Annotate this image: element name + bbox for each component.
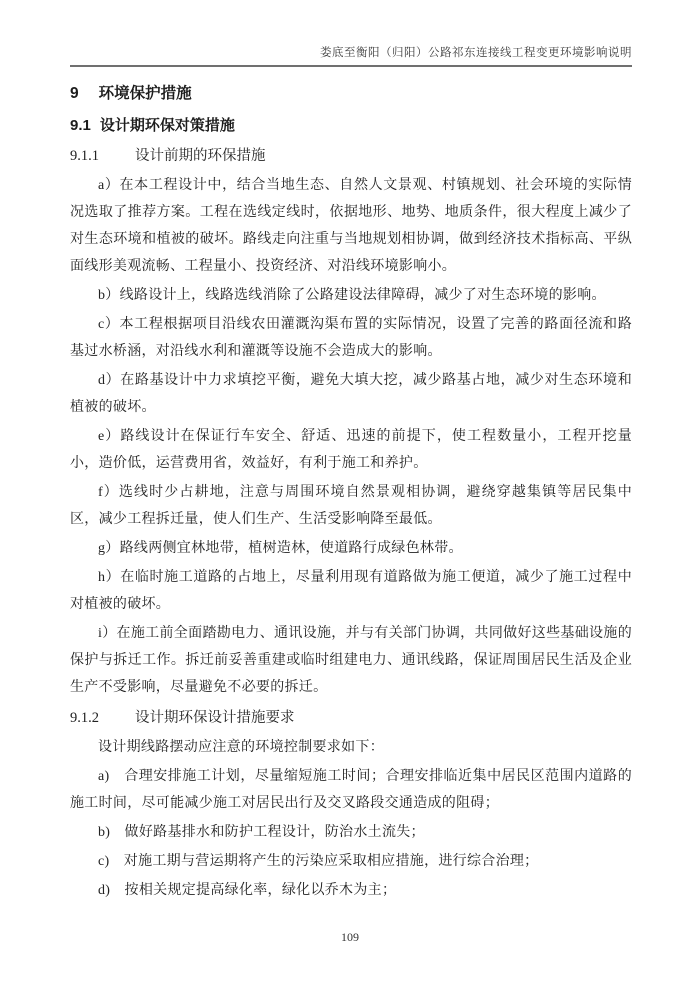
sec1-item-i: i）在施工前全面踏勘电力、通讯设施，并与有关部门协调，共同做好这些基础设施的保护与拆迁工作。拆迁前妥善重建或临时组建电力、通讯线路，保证周围居民生活及企业生产不受影响，尽量避免不必要的拆迁。 [70, 626, 632, 695]
subsection-heading-911 [70, 145, 632, 167]
subsection-title: 设计前期的环保措施 [135, 148, 266, 164]
chapter-title: 环境保护措施 [98, 85, 192, 102]
page-footer [0, 928, 700, 946]
page-number: 109 [341, 930, 359, 944]
section-number: 9.1 [70, 117, 91, 134]
sec1-item-b: b）线路设计上，线路选线消除了公路建设法律障碍，减少了对生态环境的影响。 [98, 288, 606, 303]
sec1-item-c: c）本工程根据项目沿线农田灌溉沟渠布置的实际情况，设置了完善的路面径流和路基过水桥涵，对沿线水利和灌溉等设施不会造成大的影响。 [70, 317, 632, 359]
subsection-number: 9.1.1 [70, 148, 99, 164]
subsection-number: 9.1.2 [70, 710, 99, 726]
sec1-item-a: a）在本工程设计中，结合当地生态、自然人文景观、村镇规划、社会环境的实际情况选取了推荐方案。工程在选线定线时，依据地形、地势、地质条件，很大程度上减少了对生态环境和植被的破坏。路线走向注重与当地规划相协调，做到经济技术指标高、平纵面线形美观流畅、工程量小、投资经济、对沿线环境影响小。 [70, 178, 632, 274]
sec1-item-g: g）路线两侧宜林地带，植树造林，使道路行成绿色林带。 [98, 541, 463, 556]
chapter-number: 9 [70, 85, 79, 102]
sec1-item-e: e）路线设计在保证行车安全、舒适、迅速的前提下，使工程数量小，工程开挖量小，造价低，运营费用省，效益好，有利于施工和养护。 [70, 429, 632, 471]
subsection-heading-912 [70, 707, 632, 729]
page-header [70, 46, 632, 67]
sec1-item-f: f）选线时少占耕地，注意与周围环境自然景观相协调，避绕穿越集镇等居民集中区，减少工程拆迁量，使人们生产、生活受影响降至最低。 [70, 485, 632, 527]
chapter-heading [70, 83, 632, 105]
sec2-item-d: d) 按相关规定提高绿化率，绿化以乔木为主； [98, 883, 397, 898]
section-title: 设计期环保对策措施 [99, 117, 235, 134]
sec2-item-b: b) 做好路基排水和防护工程设计，防治水土流失； [98, 825, 425, 840]
sec1-item-d: d）在路基设计中力求填挖平衡，避免大填大挖，减少路基占地，减少对生态环境和植被的破坏。 [70, 373, 632, 415]
sec1-item-h: h）在临时施工道路的占地上，尽量利用现有道路做为施工便道，减少了施工过程中对植被的破坏。 [70, 570, 632, 612]
document-body [70, 83, 632, 904]
subsection-title: 设计期环保设计措施要求 [135, 710, 295, 726]
sec2-intro: 设计期线路摆动应注意的环境控制要求如下： [98, 740, 384, 755]
sec2-item-a: a) 合理安排施工计划，尽量缩短施工时间；合理安排临近集中居民区范围内道路的施工时间，尽可能减少施工对居民出行及交叉路段交通造成的阻碍； [70, 769, 632, 811]
page-content [70, 46, 632, 906]
sec2-item-c: c) 对施工期与营运期将产生的污染应采取相应措施，进行综合治理； [98, 854, 539, 869]
section-heading [70, 115, 632, 137]
running-head: 娄底至衡阳（归阳）公路祁东连接线工程变更环境影响说明 [320, 47, 632, 59]
